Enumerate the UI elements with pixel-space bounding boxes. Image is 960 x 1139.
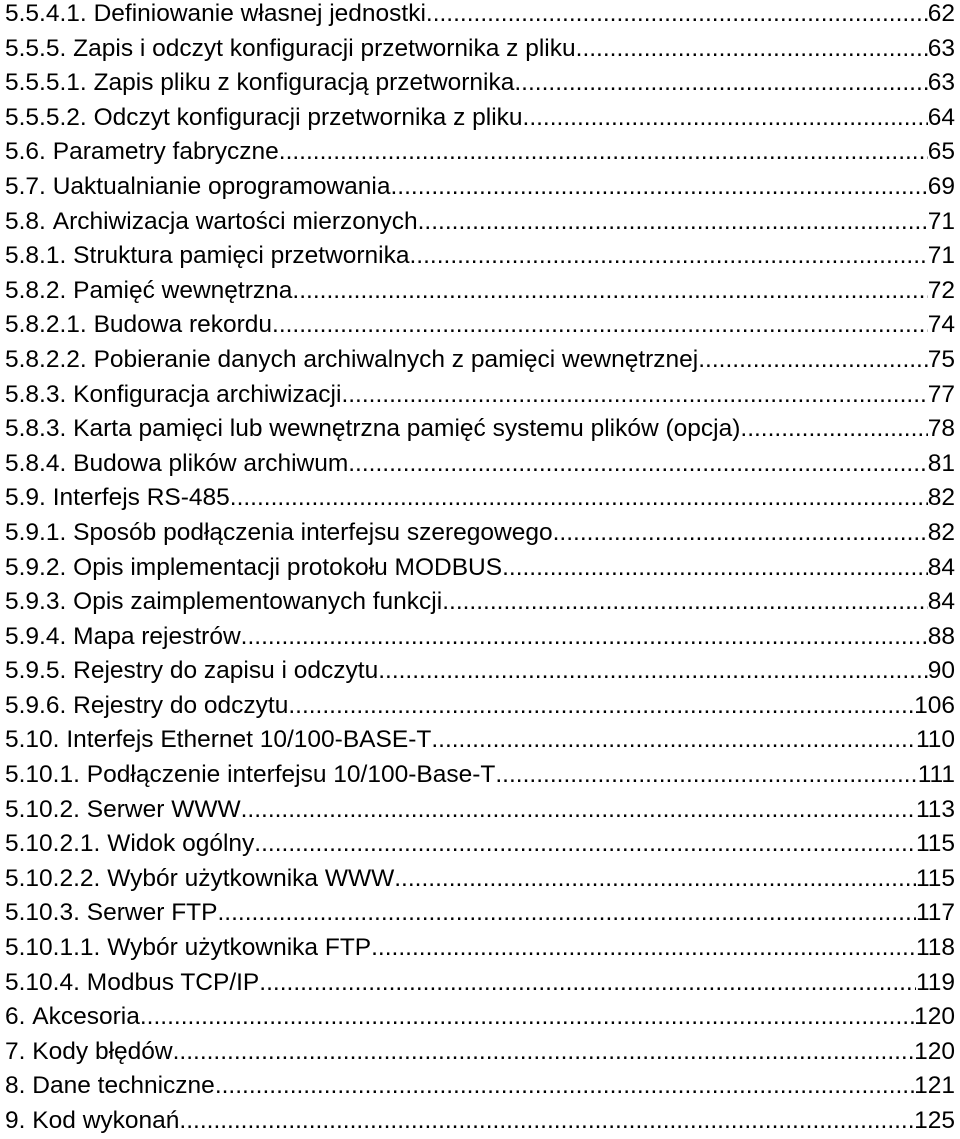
- toc-entry[interactable]: [5, 32, 955, 67]
- toc-entry[interactable]: [5, 239, 955, 274]
- toc-entry[interactable]: [5, 827, 955, 862]
- toc-entry-dot-leader: [241, 620, 928, 655]
- toc-entry-page: 84: [927, 588, 955, 616]
- toc-entry-dot-leader: [259, 966, 916, 1001]
- toc-entry-page: 115: [915, 830, 955, 858]
- toc-entry-title: Mapa rejestrów: [73, 622, 241, 650]
- toc-entry-title: Kod wykonań: [32, 1107, 180, 1134]
- toc-entry[interactable]: [5, 101, 955, 136]
- toc-entry-page: 74: [927, 311, 955, 339]
- toc-entry-title: Kody błędów: [32, 1037, 173, 1065]
- toc-entry-number: 5.5.5.: [5, 34, 67, 62]
- toc-entry-page: 63: [927, 69, 955, 97]
- toc-entry-title: Opis implementacji protokołu MODBUS: [73, 553, 503, 581]
- toc-entry-dot-leader: [410, 239, 928, 274]
- toc-entry-page: 90: [927, 657, 955, 685]
- toc-entry-title: Archiwizacja wartości mierzonych: [52, 207, 418, 235]
- toc-entry-number: 7.: [5, 1037, 26, 1065]
- toc-entry-number: 5.5.4.1.: [5, 0, 87, 27]
- toc-entry-dot-leader: [502, 551, 928, 586]
- toc-entry-dot-leader: [514, 66, 927, 101]
- toc-entry-number: 9.: [5, 1107, 26, 1134]
- toc-entry[interactable]: [5, 1069, 955, 1104]
- toc-entry-dot-leader: [495, 758, 917, 793]
- toc-entry-dot-leader: [740, 412, 927, 447]
- toc-entry[interactable]: [5, 412, 955, 447]
- toc-entry[interactable]: [5, 585, 955, 620]
- toc-entry-page: 77: [927, 380, 955, 408]
- toc-entry-title: Podłączenie interfejsu 10/100-Base-T: [86, 761, 496, 789]
- toc-entry-title: Serwer FTP: [86, 899, 218, 927]
- toc-entry[interactable]: [5, 447, 955, 482]
- toc-entry-title: Rejestry do odczytu: [73, 691, 289, 719]
- toc-entry-number: 5.10.2.2.: [5, 864, 101, 892]
- toc-entry-number: 5.7.: [5, 172, 46, 200]
- toc-entry-title: Konfiguracja archiwizacji: [73, 380, 342, 408]
- toc-entry-title: Zapis pliku z konfiguracją przetwornika: [93, 69, 515, 97]
- toc-entry-title: Budowa rekordu: [93, 311, 273, 339]
- toc-entry-number: 5.9.1.: [5, 518, 67, 546]
- toc-entry-dot-leader: [341, 378, 927, 413]
- toc-entry-number: 5.8.4.: [5, 449, 67, 477]
- toc-entry-page: 82: [927, 484, 955, 512]
- toc-entry-page: 62: [927, 0, 955, 27]
- toc-entry-dot-leader: [288, 689, 914, 724]
- toc-entry-page: 118: [915, 934, 955, 962]
- toc-entry-page: 120: [914, 1037, 955, 1065]
- toc-entry[interactable]: [5, 170, 955, 205]
- toc-entry-page: 72: [927, 276, 955, 304]
- toc-entry-number: 5.10.3.: [5, 899, 80, 927]
- toc-entry-title: Rejestry do zapisu i odczytu: [73, 657, 379, 685]
- toc-entry-page: 111: [917, 761, 955, 789]
- toc-entry[interactable]: [5, 862, 955, 897]
- toc-entry-number: 5.9.2.: [5, 553, 67, 581]
- toc-entry-number: 5.10.1.: [5, 761, 80, 789]
- toc-entry-number: 5.10.2.: [5, 795, 80, 823]
- toc-entry-dot-leader: [254, 827, 916, 862]
- toc-entry-title: Dane techniczne: [32, 1072, 215, 1100]
- toc-entry-number: 5.9.3.: [5, 588, 67, 616]
- toc-entry-page: 71: [927, 207, 955, 235]
- toc-entry-title: Modbus TCP/IP: [86, 968, 260, 996]
- toc-entry-title: Pamięć wewnętrzna: [73, 276, 293, 304]
- table-of-contents: [5, 0, 955, 1139]
- toc-entry-dot-leader: [431, 723, 916, 758]
- toc-entry[interactable]: [5, 966, 955, 1001]
- toc-entry-page: 78: [927, 415, 955, 443]
- toc-entry[interactable]: [5, 723, 955, 758]
- toc-entry-page: 119: [915, 968, 955, 996]
- toc-entry-page: 113: [915, 795, 955, 823]
- toc-entry-page: 110: [915, 726, 955, 754]
- toc-entry-title: Interfejs Ethernet 10/100-BASE-T: [66, 726, 432, 754]
- toc-entry[interactable]: [5, 689, 955, 724]
- toc-entry-page: 121: [914, 1072, 955, 1100]
- toc-entry-number: 5.10.: [5, 726, 60, 754]
- toc-entry-number: 6.: [5, 1003, 26, 1031]
- toc-entry-title: Serwer WWW: [86, 795, 241, 823]
- toc-entry-number: 5.9.4.: [5, 622, 67, 650]
- toc-entry-title: Karta pamięci lub wewnętrzna pamięć systemu plików (opcja): [73, 415, 741, 443]
- toc-entry-page: 69: [927, 172, 955, 200]
- toc-entry-title: Sposób podłączenia interfejsu szeregowego: [73, 518, 553, 546]
- toc-entry-number: 5.6.: [5, 138, 46, 166]
- toc-entry-page: 125: [914, 1107, 955, 1134]
- toc-entry-number: 5.10.2.1.: [5, 830, 101, 858]
- toc-entry-dot-leader: [230, 481, 928, 516]
- toc-entry-number: 5.8.2.2.: [5, 345, 87, 373]
- toc-entry-number: 5.9.6.: [5, 691, 67, 719]
- toc-entry-page: 117: [915, 899, 955, 927]
- toc-entry-page: 88: [927, 622, 955, 650]
- toc-entry-page: 84: [927, 553, 955, 581]
- toc-entry-number: 5.8.1.: [5, 242, 67, 270]
- toc-entry-number: 5.5.5.2.: [5, 103, 87, 131]
- toc-entry[interactable]: [5, 896, 955, 931]
- toc-entry-dot-leader: [523, 101, 928, 136]
- toc-entry-dot-leader: [371, 931, 916, 966]
- toc-entry-dot-leader: [378, 654, 928, 689]
- toc-entry-title: Interfejs RS-485: [52, 484, 230, 512]
- toc-entry-number: 5.5.5.1.: [5, 69, 87, 97]
- toc-entry-page: 115: [915, 864, 955, 892]
- toc-entry[interactable]: [5, 931, 955, 966]
- toc-entry-dot-leader: [217, 896, 915, 931]
- toc-entry-dot-leader: [698, 343, 928, 378]
- toc-entry-dot-leader: [279, 135, 928, 170]
- toc-entry[interactable]: [5, 1035, 955, 1070]
- toc-entry-page: 106: [914, 691, 955, 719]
- toc-entry[interactable]: [5, 308, 955, 343]
- toc-entry[interactable]: [5, 516, 955, 551]
- toc-entry-title: Akcesoria: [32, 1003, 140, 1031]
- toc-entry[interactable]: [5, 274, 955, 309]
- toc-entry-title: Parametry fabryczne: [52, 138, 279, 166]
- toc-entry-title: Definiowanie własnej jednostki: [93, 0, 426, 27]
- toc-entry[interactable]: [5, 793, 955, 828]
- toc-entry-title: Wybór użytkownika FTP: [107, 934, 372, 962]
- toc-entry-title: Wybór użytkownika WWW: [107, 864, 395, 892]
- toc-entry[interactable]: [5, 205, 955, 240]
- toc-entry-dot-leader: [348, 447, 927, 482]
- toc-entry-title: Zapis i odczyt konfiguracji przetwornika z pliku: [73, 34, 576, 62]
- toc-entry-dot-leader: [179, 1104, 914, 1139]
- toc-entry[interactable]: [5, 135, 955, 170]
- toc-entry-dot-leader: [140, 1000, 914, 1035]
- toc-entry-dot-leader: [272, 308, 928, 343]
- toc-entry[interactable]: [5, 66, 955, 101]
- toc-entry-number: 5.10.1.1.: [5, 934, 101, 962]
- toc-entry[interactable]: [5, 481, 955, 516]
- toc-entry-number: 5.8.3.: [5, 415, 67, 443]
- toc-entry[interactable]: [5, 1000, 955, 1035]
- toc-entry-dot-leader: [241, 793, 916, 828]
- toc-entry-dot-leader: [553, 516, 928, 551]
- toc-entry-number: 5.9.: [5, 484, 46, 512]
- toc-entry-page: 64: [927, 103, 955, 131]
- toc-entry-dot-leader: [418, 205, 928, 240]
- toc-entry-title: Struktura pamięci przetwornika: [73, 242, 410, 270]
- toc-entry-number: 5.10.4.: [5, 968, 80, 996]
- toc-entry-title: Uaktualnianie oprogramowania: [52, 172, 391, 200]
- toc-entry-page: 75: [927, 345, 955, 373]
- toc-entry-page: 81: [927, 449, 955, 477]
- toc-entry-dot-leader: [394, 862, 916, 897]
- toc-entry-page: 82: [927, 518, 955, 546]
- toc-entry-number: 8.: [5, 1072, 26, 1100]
- toc-entry-page: 65: [927, 138, 955, 166]
- toc-entry[interactable]: [5, 343, 955, 378]
- toc-entry-number: 5.8.2.: [5, 276, 67, 304]
- toc-entry-page: 71: [927, 242, 955, 270]
- toc-entry-dot-leader: [426, 0, 928, 32]
- toc-entry-dot-leader: [292, 274, 927, 309]
- toc-entry-page: 120: [914, 1003, 955, 1031]
- toc-entry-number: 5.9.5.: [5, 657, 67, 685]
- toc-entry-dot-leader: [442, 585, 928, 620]
- toc-entry-number: 5.8.: [5, 207, 46, 235]
- toc-entry-number: 5.8.2.1.: [5, 311, 87, 339]
- toc-entry-dot-leader: [215, 1069, 914, 1104]
- toc-entry-dot-leader: [391, 170, 928, 205]
- toc-entry[interactable]: [5, 378, 955, 413]
- toc-entry[interactable]: [5, 0, 955, 32]
- toc-entry[interactable]: [5, 758, 955, 793]
- toc-entry-page: 63: [927, 34, 955, 62]
- toc-entry[interactable]: [5, 654, 955, 689]
- toc-entry[interactable]: [5, 1104, 955, 1139]
- toc-entry-title: Budowa plików archiwum: [73, 449, 349, 477]
- toc-entry[interactable]: [5, 620, 955, 655]
- toc-entry-title: Pobieranie danych archiwalnych z pamięci wewnętrznej: [93, 345, 699, 373]
- toc-entry-dot-leader: [173, 1035, 915, 1070]
- toc-entry-title: Odczyt konfiguracji przetwornika z pliku: [93, 103, 523, 131]
- toc-entry-dot-leader: [576, 32, 928, 67]
- toc-entry-number: 5.8.3.: [5, 380, 67, 408]
- toc-entry-title: Widok ogólny: [107, 830, 255, 858]
- toc-entry-title: Opis zaimplementowanych funkcji: [73, 588, 443, 616]
- toc-entry[interactable]: [5, 551, 955, 586]
